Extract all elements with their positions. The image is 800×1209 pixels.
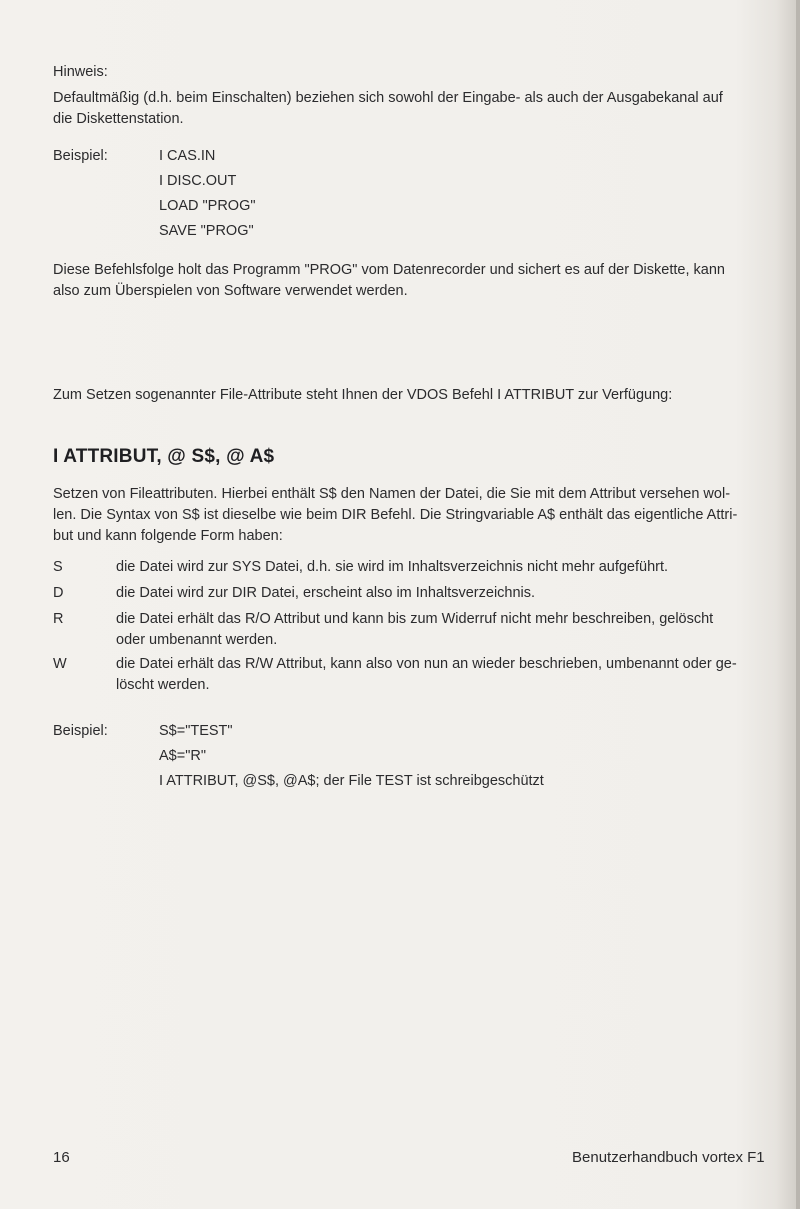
attribute-text-line: löscht werden. [116, 677, 210, 693]
attribut-intro: Zum Setzen sogenannter File-Attribute steht Ihnen der VDOS Befehl I ATTRIBUT zur Verfügung: [53, 387, 673, 403]
attr-desc-line-3: but und kann folgende Form haben: [53, 528, 283, 544]
example2-line: S$="TEST" [159, 723, 233, 739]
attribute-key: R [53, 611, 64, 627]
attribute-text-line: die Datei erhält das R/O Attribut und kann bis zum Widerruf nicht mehr beschreiben, gelöscht [116, 611, 714, 627]
attribute-text-line: die Datei wird zur SYS Datei, d.h. sie wird im Inhaltsverzeichnis nicht mehr aufgeführt. [116, 559, 669, 575]
example1-line: SAVE "PROG" [159, 223, 254, 239]
hinweis-line-2: die Diskettenstation. [53, 111, 184, 127]
example1-description [53, 260, 783, 302]
attribut-description [53, 484, 783, 547]
example1-line: LOAD "PROG" [159, 198, 256, 214]
section-heading: I ATTRIBUT, @ S$, @ A$ [53, 446, 275, 467]
book-title: Benutzerhandbuch vortex F1 [572, 1149, 765, 1166]
example2-line: A$="R" [159, 748, 206, 764]
attribute-key: D [53, 585, 64, 601]
attribute-text [116, 557, 776, 578]
attribute-text-line: oder umbenannt werden. [116, 632, 278, 648]
attribute-text-line: die Datei wird zur DIR Datei, erscheint also im Inhaltsverzeichnis. [116, 585, 536, 601]
attribute-text-line: die Datei erhält das R/W Attribut, kann also von nun an wieder beschrieben, umbenannt oder ge- [116, 656, 737, 672]
desc1-line-2: also zum Überspielen von Software verwendet werden. [53, 283, 408, 299]
example1-line: I DISC.OUT [159, 173, 237, 189]
attr-desc-line-1: Setzen von Fileattributen. Hierbei enthält S$ den Namen der Datei, die Sie mit dem Attribut versehen wol- [53, 486, 731, 502]
example2-code [159, 719, 544, 794]
page-edge-shadow [796, 0, 800, 1209]
example2-line: I ATTRIBUT, @S$, @A$; der File TEST ist schreibgeschützt [159, 773, 544, 789]
attribute-key: S [53, 559, 63, 575]
page-number: 16 [53, 1149, 70, 1166]
example1-label: Beispiel: [53, 148, 108, 164]
attr-desc-line-2: len. Die Syntax von S$ ist dieselbe wie beim DIR Befehl. Die Stringvariable A$ enthält das eigentliche Attri- [53, 507, 738, 523]
attribute-text [116, 609, 776, 651]
attribute-text [116, 583, 776, 604]
attribute-text [116, 654, 776, 696]
hinweis-label: Hinweis: [53, 64, 108, 80]
example1-code [159, 144, 256, 244]
example2-label: Beispiel: [53, 723, 108, 739]
desc1-line-1: Diese Befehlsfolge holt das Programm "PROG" vom Datenrecorder und sichert es auf der Diskette, kann [53, 262, 725, 278]
example1-line: I CAS.IN [159, 148, 216, 164]
hinweis-text [53, 88, 783, 130]
hinweis-line-1: Defaultmäßig (d.h. beim Einschalten) beziehen sich sowohl der Eingabe- als auch der Ausgabekanal auf [53, 90, 723, 106]
attribute-key: W [53, 656, 67, 672]
